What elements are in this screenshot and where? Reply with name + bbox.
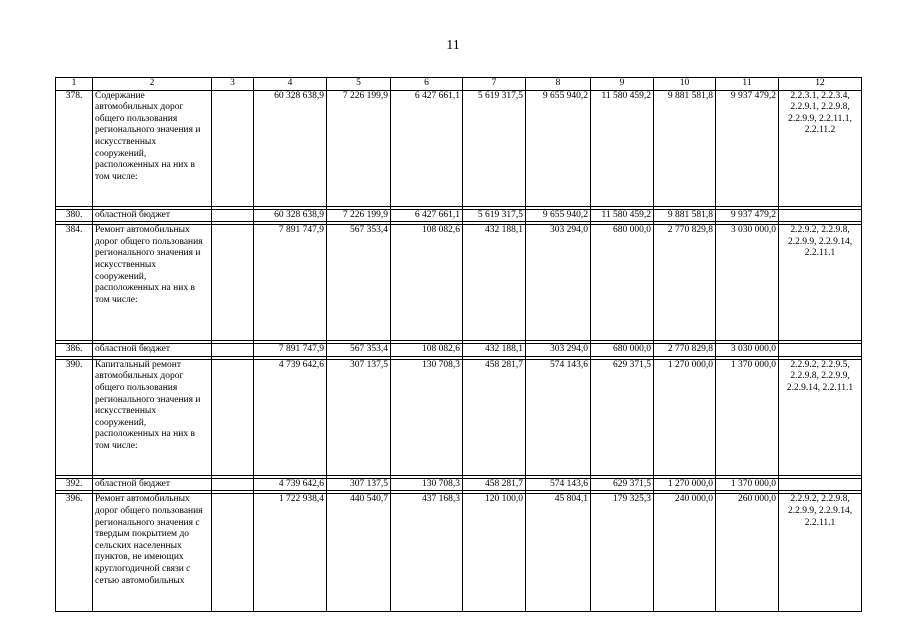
value-cell: 1 370 000,0 — [716, 359, 779, 475]
value-cell: 680 000,0 — [591, 225, 654, 341]
value-cell: 3 030 000,0 — [716, 225, 779, 341]
row-col3-cell — [212, 344, 254, 357]
row-col3-cell — [212, 90, 254, 206]
value-cell: 6 427 661,1 — [391, 90, 463, 206]
value-cell: 11 580 459,2 — [591, 209, 654, 222]
value-cell: 120 100,0 — [463, 494, 526, 612]
table-row — [56, 225, 862, 341]
table-row — [56, 344, 862, 357]
value-cell: 440 540,7 — [327, 494, 391, 612]
value-cell: 2 770 829,8 — [654, 225, 716, 341]
value-cell: 5 619 317,5 — [463, 209, 526, 222]
value-cell: 9 881 581,8 — [654, 209, 716, 222]
page-number: 11 — [446, 38, 460, 53]
row-number-cell: 378. — [56, 90, 93, 206]
column-header: 4 — [254, 78, 327, 91]
column-header: 5 — [327, 78, 391, 91]
row-name-cell: областной бюджет — [93, 344, 212, 357]
value-cell: 1 270 000,0 — [654, 478, 716, 491]
value-cell: 260 000,0 — [716, 494, 779, 612]
row-col3-cell — [212, 359, 254, 475]
table-row — [56, 359, 862, 475]
row-number-cell: 396. — [56, 494, 93, 612]
header-row — [56, 78, 862, 91]
column-header: 9 — [591, 78, 654, 91]
column-header: 12 — [779, 78, 862, 91]
value-cell: 458 281,7 — [463, 359, 526, 475]
row-number-cell: 390. — [56, 359, 93, 475]
value-cell: 7 226 199,9 — [327, 209, 391, 222]
column-header: 2 — [93, 78, 212, 91]
value-cell: 7 891 747,9 — [254, 225, 327, 341]
row-number-cell: 384. — [56, 225, 93, 341]
value-cell: 45 804,1 — [526, 494, 591, 612]
value-cell: 303 294,0 — [526, 225, 591, 341]
value-cell: 567 353,4 — [327, 344, 391, 357]
row-name-cell: областной бюджет — [93, 209, 212, 222]
row-codes-cell — [779, 344, 862, 357]
row-name-cell: Содержание автомобильных дорог общего пользования регионального значения и искусственных сооружений, расположенных на них в том числе: — [93, 90, 212, 206]
column-header: 1 — [56, 78, 93, 91]
value-cell: 60 328 638,9 — [254, 90, 327, 206]
value-cell: 4 739 642,6 — [254, 478, 327, 491]
table-row — [56, 494, 862, 612]
value-cell: 108 082,6 — [391, 344, 463, 357]
value-cell: 179 325,3 — [591, 494, 654, 612]
value-cell: 9 655 940,2 — [526, 90, 591, 206]
value-cell: 9 937 479,2 — [716, 90, 779, 206]
value-cell: 567 353,4 — [327, 225, 391, 341]
row-number-cell: 386. — [56, 344, 93, 357]
column-header: 10 — [654, 78, 716, 91]
value-cell: 432 188,1 — [463, 344, 526, 357]
row-name-cell: Ремонт автомобильных дорог общего пользования регионального значения с твердым покрытием до сельских населенных пунктов, не имеющих круглогодичной связи с сетью автомобильных — [93, 494, 212, 612]
value-cell: 130 708,3 — [391, 478, 463, 491]
value-cell: 1 270 000,0 — [654, 359, 716, 475]
value-cell: 130 708,3 — [391, 359, 463, 475]
row-number-cell: 392. — [56, 478, 93, 491]
value-cell: 3 030 000,0 — [716, 344, 779, 357]
value-cell: 303 294,0 — [526, 344, 591, 357]
value-cell: 437 168,3 — [391, 494, 463, 612]
budget-table — [55, 77, 862, 612]
value-cell: 7 891 747,9 — [254, 344, 327, 357]
value-cell: 7 226 199,9 — [327, 90, 391, 206]
row-name-cell: Капитальный ремонт автомобильных дорог общего пользования регионального значения и искусственных сооружений, расположенных на них в том числе: — [93, 359, 212, 475]
table-row — [56, 90, 862, 206]
row-col3-cell — [212, 209, 254, 222]
value-cell: 629 371,5 — [591, 359, 654, 475]
row-codes-cell — [779, 209, 862, 222]
row-number-cell: 380. — [56, 209, 93, 222]
value-cell: 9 881 581,8 — [654, 90, 716, 206]
value-cell: 9 937 479,2 — [716, 209, 779, 222]
value-cell: 307 137,5 — [327, 359, 391, 475]
value-cell: 574 143,6 — [526, 359, 591, 475]
column-header: 3 — [212, 78, 254, 91]
column-header: 7 — [463, 78, 526, 91]
value-cell: 1 370 000,0 — [716, 478, 779, 491]
column-header: 8 — [526, 78, 591, 91]
value-cell: 2 770 829,8 — [654, 344, 716, 357]
value-cell: 108 082,6 — [391, 225, 463, 341]
value-cell: 4 739 642,6 — [254, 359, 327, 475]
row-col3-cell — [212, 225, 254, 341]
value-cell: 629 371,5 — [591, 478, 654, 491]
value-cell: 307 137,5 — [327, 478, 391, 491]
row-name-cell: Ремонт автомобильных дорог общего пользования регионального значения и искусственных сооружений, расположенных на них в том числе: — [93, 225, 212, 341]
value-cell: 432 188,1 — [463, 225, 526, 341]
value-cell: 6 427 661,1 — [391, 209, 463, 222]
row-col3-cell — [212, 478, 254, 491]
row-codes-cell — [779, 478, 862, 491]
value-cell: 9 655 940,2 — [526, 209, 591, 222]
column-header: 11 — [716, 78, 779, 91]
value-cell: 574 143,6 — [526, 478, 591, 491]
table-body — [56, 78, 862, 612]
row-codes-cell: 2.2.3.1, 2.2.3.4, 2.2.9.1, 2.2.9.8, 2.2.9.9, 2.2.11.1, 2.2.11.2 — [779, 90, 862, 206]
row-codes-cell: 2.2.9.2, 2.2.9.8, 2.2.9.9, 2.2.9.14, 2.2.11.1 — [779, 494, 862, 612]
table-row — [56, 478, 862, 491]
row-codes-cell: 2.2.9.2, 2.2.9.5, 2.2.9.8, 2.2.9.9, 2.2.9.14, 2.2.11.1 — [779, 359, 862, 475]
column-header: 6 — [391, 78, 463, 91]
value-cell: 458 281,7 — [463, 478, 526, 491]
value-cell: 11 580 459,2 — [591, 90, 654, 206]
value-cell: 680 000,0 — [591, 344, 654, 357]
row-codes-cell: 2.2.9.2, 2.2.9.8, 2.2.9.9, 2.2.9.14, 2.2.11.1 — [779, 225, 862, 341]
table-row — [56, 209, 862, 222]
value-cell: 5 619 317,5 — [463, 90, 526, 206]
value-cell: 1 722 938,4 — [254, 494, 327, 612]
value-cell: 60 328 638,9 — [254, 209, 327, 222]
row-col3-cell — [212, 494, 254, 612]
row-name-cell: областной бюджет — [93, 478, 212, 491]
value-cell: 240 000,0 — [654, 494, 716, 612]
